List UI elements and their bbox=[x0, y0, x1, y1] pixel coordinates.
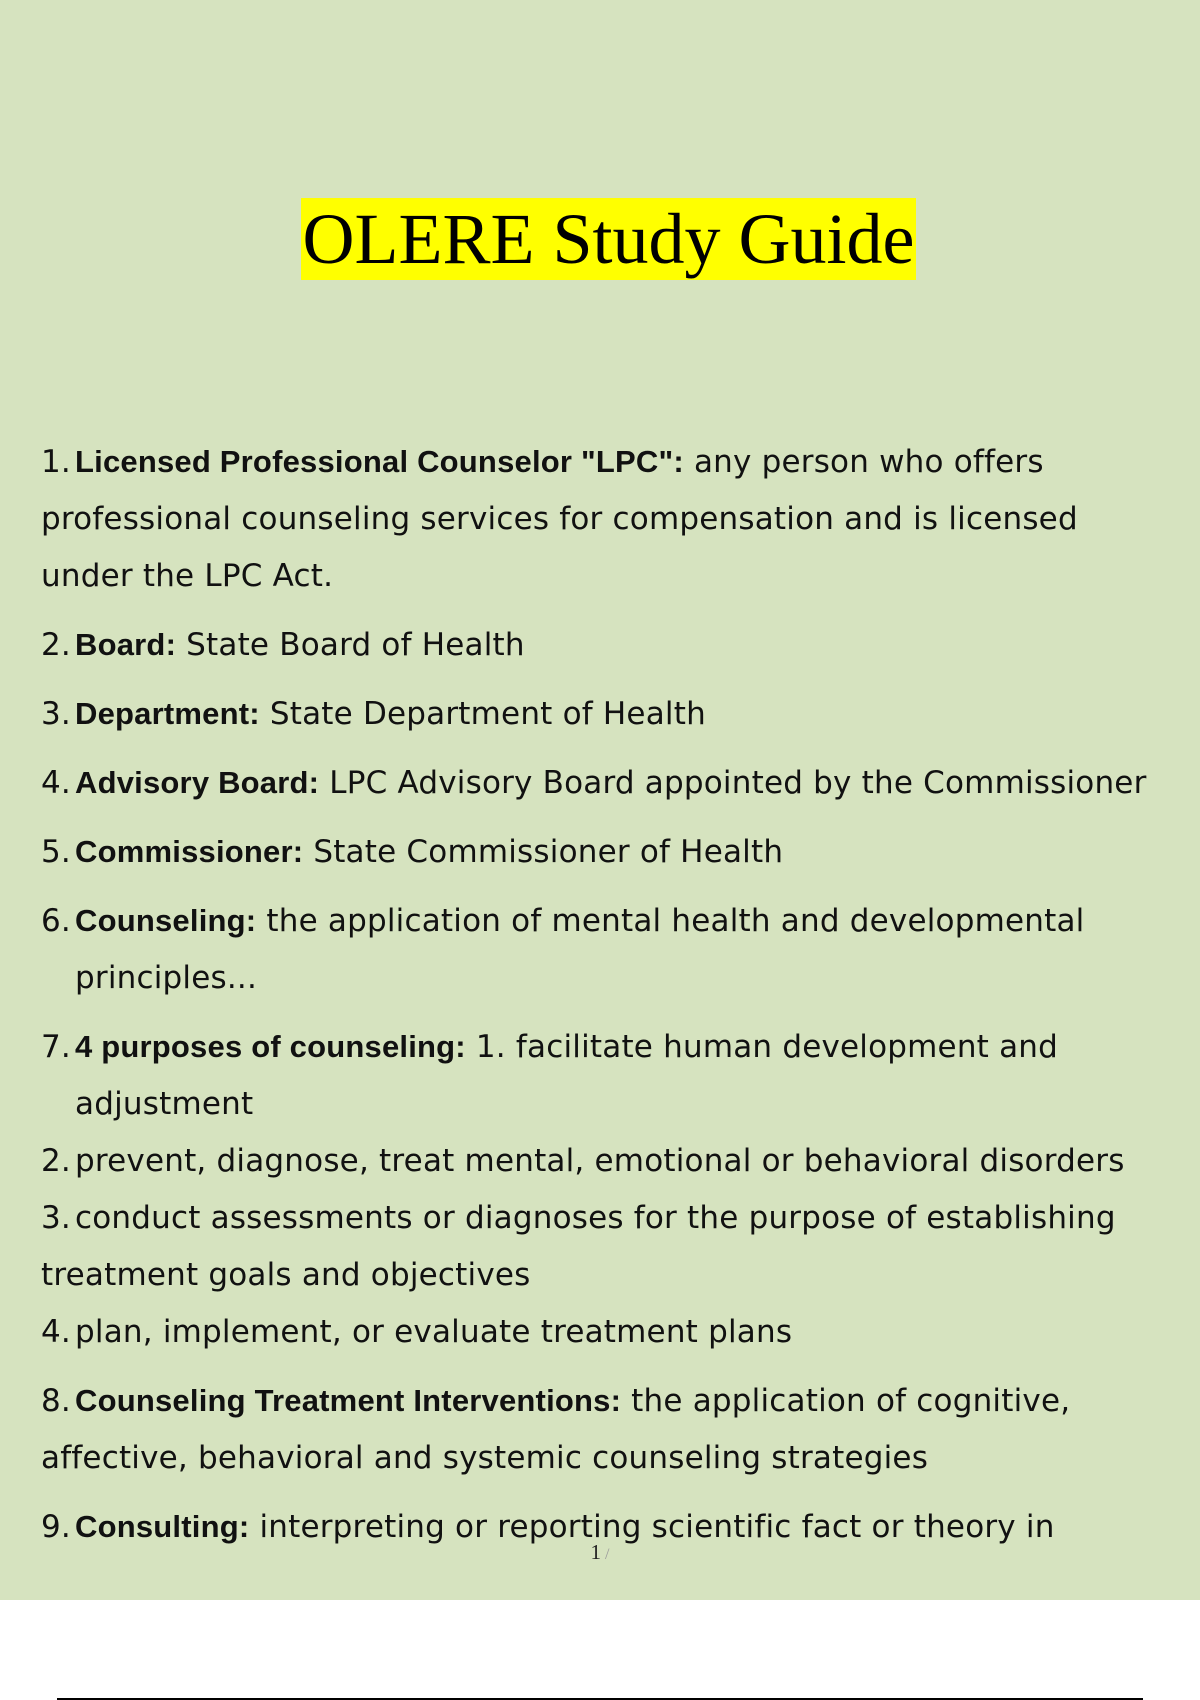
item-text: any person who offers bbox=[683, 444, 1044, 480]
list-item-7 bbox=[41, 1018, 1181, 1133]
item-text-continued: principles... bbox=[75, 960, 258, 996]
sub-item-text: conduct assessments or diagnoses for the purpose of establishing bbox=[75, 1200, 1116, 1236]
sub-item-text: prevent, diagnose, treat mental, emotional or behavioral disorders bbox=[75, 1143, 1125, 1179]
page-separator: / bbox=[605, 1546, 610, 1563]
item-text: State Commissioner of Health bbox=[303, 834, 784, 870]
item-text: 1. facilitate human development and bbox=[465, 1029, 1059, 1065]
item-number: 8. bbox=[41, 1383, 71, 1419]
item-number: 6. bbox=[41, 903, 71, 939]
list-item-4 bbox=[41, 754, 1181, 812]
item-number: 5. bbox=[41, 834, 71, 870]
item-text: State Board of Health bbox=[176, 627, 525, 663]
list-item-3 bbox=[41, 685, 1181, 743]
item-text: State Department of Health bbox=[259, 696, 706, 732]
item-term: Licensed Professional Counselor "LPC": bbox=[75, 444, 684, 479]
sub-item-3 bbox=[41, 1190, 1181, 1304]
item-number: 2. bbox=[41, 627, 71, 663]
list-item-2 bbox=[41, 616, 1181, 674]
sub-item-text: plan, implement, or evaluate treatment plans bbox=[75, 1314, 793, 1350]
item-term: Counseling: bbox=[75, 903, 257, 938]
item-term: Department: bbox=[75, 696, 260, 731]
definition-list bbox=[41, 433, 1181, 1567]
item-text-continued: under the LPC Act. bbox=[41, 558, 334, 594]
item-term: Counseling Treatment Interventions: bbox=[75, 1383, 622, 1418]
item-term: Advisory Board: bbox=[75, 765, 320, 800]
sub-item-text-continued: treatment goals and objectives bbox=[41, 1257, 531, 1293]
document-title: OLERE Study Guide bbox=[302, 199, 915, 279]
list-item-5 bbox=[41, 823, 1181, 881]
sub-item-number: 3. bbox=[41, 1200, 71, 1236]
list-item-6 bbox=[41, 892, 1181, 1007]
item-text-continued: professional counseling services for compensation and is licensed bbox=[41, 501, 1078, 537]
list-item-1 bbox=[41, 433, 1181, 605]
sub-item-number: 2. bbox=[41, 1143, 71, 1179]
item-term: 4 purposes of counseling: bbox=[75, 1029, 466, 1064]
item-number: 1. bbox=[41, 444, 71, 480]
item-text-continued: affective, behavioral and systemic counseling strategies bbox=[41, 1440, 929, 1476]
item-number: 4. bbox=[41, 765, 71, 801]
item-number: 9. bbox=[41, 1509, 71, 1545]
item-text-continued: adjustment bbox=[75, 1086, 254, 1122]
sub-item-2 bbox=[41, 1133, 1181, 1190]
item-number: 7. bbox=[41, 1029, 71, 1065]
sub-item-4 bbox=[41, 1304, 1181, 1361]
item-text: the application of cognitive, bbox=[621, 1383, 1071, 1419]
page-number bbox=[0, 1540, 1200, 1565]
item-term: Consulting: bbox=[75, 1509, 250, 1544]
title-wrap bbox=[0, 198, 1200, 280]
page-number-value: 1 bbox=[590, 1540, 602, 1564]
item-text: interpreting or reporting scientific fact or theory in bbox=[249, 1509, 1055, 1545]
item-term: Commissioner: bbox=[75, 834, 304, 869]
list-item-8 bbox=[41, 1372, 1181, 1487]
item-text: the application of mental health and developmental bbox=[256, 903, 1085, 939]
item-number: 3. bbox=[41, 696, 71, 732]
item-text: LPC Advisory Board appointed by the Commissioner bbox=[319, 765, 1147, 801]
item-term: Board: bbox=[75, 627, 177, 662]
sub-item-number: 4. bbox=[41, 1314, 71, 1350]
